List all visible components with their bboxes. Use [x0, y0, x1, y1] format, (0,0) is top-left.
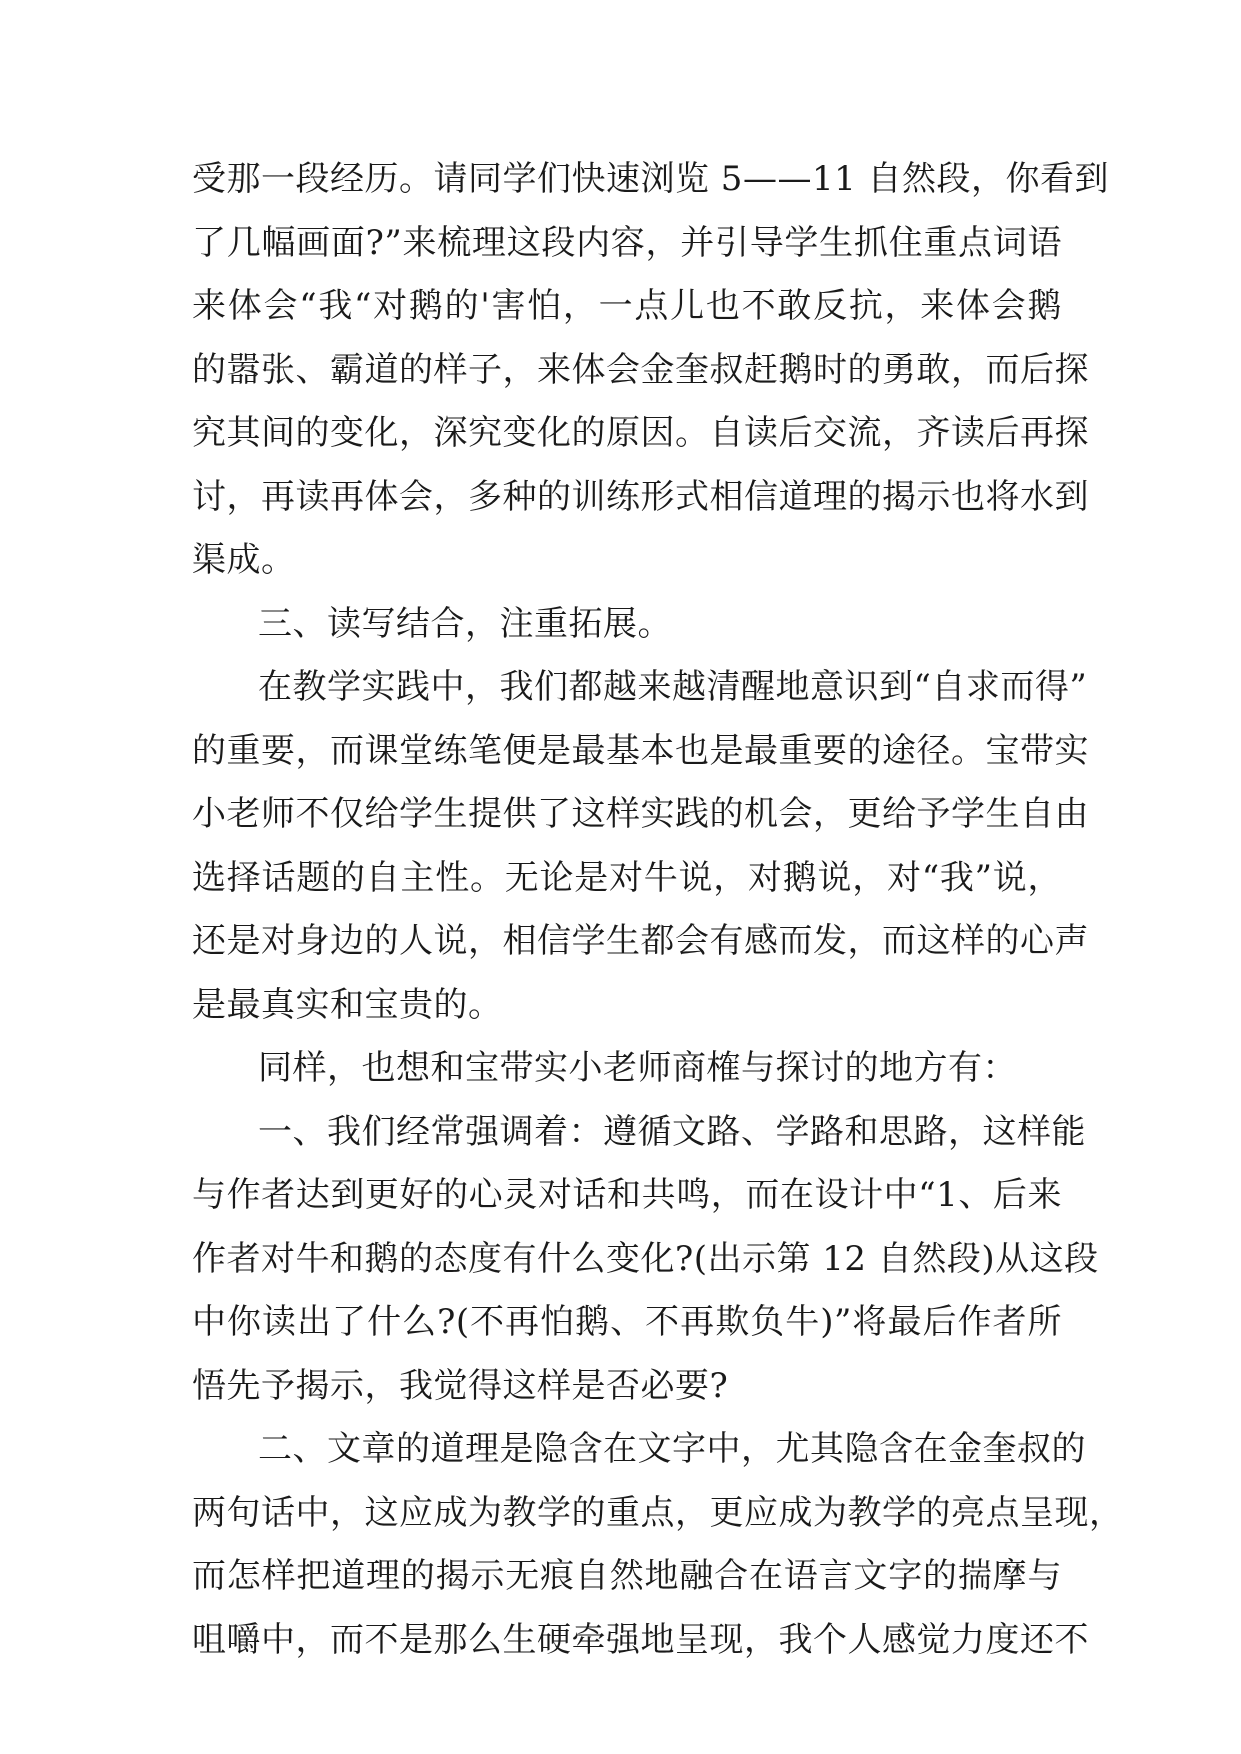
document-page — [192, 148, 1124, 1672]
text-line: 一、我们经常强调着：遵循文路、学路和思路，这样能 — [258, 1111, 1086, 1152]
section-heading: 三、读写结合，注重拓展。 — [258, 603, 672, 644]
text-line: 还是对身边的人说，相信学生都会有感而发，而这样的心声 — [192, 921, 1089, 961]
text-line: 小老师不仅给学生提供了这样实践的机会，更给予学生自由 — [192, 794, 1089, 834]
text-line: 是最真实和宝贵的。 — [192, 984, 503, 1025]
text-line: 来体会“我“对鹅的'害怕，一点儿也不敢反抗，来体会鹅 — [192, 286, 1062, 326]
text-line: 咀嚼中，而不是那么生硬牵强地呈现，我个人感觉力度还不 — [192, 1619, 1089, 1660]
text-line: 选择话题的自主性。无论是对牛说，对鹅说，对“我”说， — [192, 857, 1062, 898]
text-line: 究其间的变化，深究变化的原因。自读后交流，齐读后再探 — [192, 413, 1089, 453]
text-line: 讨，再读再体会，多种的训练形式相信道理的揭示也将水到 — [192, 476, 1089, 517]
text-line: 同样，也想和宝带实小老师商榷与探讨的地方有： — [258, 1048, 1017, 1088]
text-line: 悟先予揭示，我觉得这样是否必要? — [192, 1365, 729, 1406]
text-line: 中你读出了什么?(不再怕鹅、不再欺负牛)”将最后作者所 — [192, 1302, 1062, 1342]
text-line: 的嚣张、霸道的样子，来体会金奎叔赶鹅时的勇敢，而后探 — [192, 349, 1089, 390]
text-line: 两句话中，这应成为教学的重点，更应成为教学的亮点呈现， — [192, 1492, 1124, 1533]
text-line: 而怎样把道理的揭示无痕自然地融合在语言文字的揣摩与 — [192, 1556, 1062, 1596]
text-line: 了几幅画面?”来梳理这段内容，并引导学生抓住重点词语 — [192, 222, 1062, 263]
text-line: 二、文章的道理是隐含在文字中，尤其隐含在金奎叔的 — [258, 1429, 1086, 1469]
text-line: 在教学实践中，我们都越来越清醒地意识到“自求而得” — [258, 667, 1088, 707]
text-line: 的重要，而课堂练笔便是最基本也是最重要的途径。宝带实 — [192, 730, 1089, 771]
text-line: 受那一段经历。请同学们快速浏览 5——11 自然段，你看到 — [192, 159, 1110, 199]
text-line: 与作者达到更好的心灵对话和共鸣，而在设计中“1、后来 — [192, 1175, 1062, 1215]
text-line: 渠成。 — [192, 540, 296, 580]
text-line: 作者对牛和鹅的态度有什么变化?(出示第 12 自然段)从这段 — [192, 1238, 1099, 1279]
